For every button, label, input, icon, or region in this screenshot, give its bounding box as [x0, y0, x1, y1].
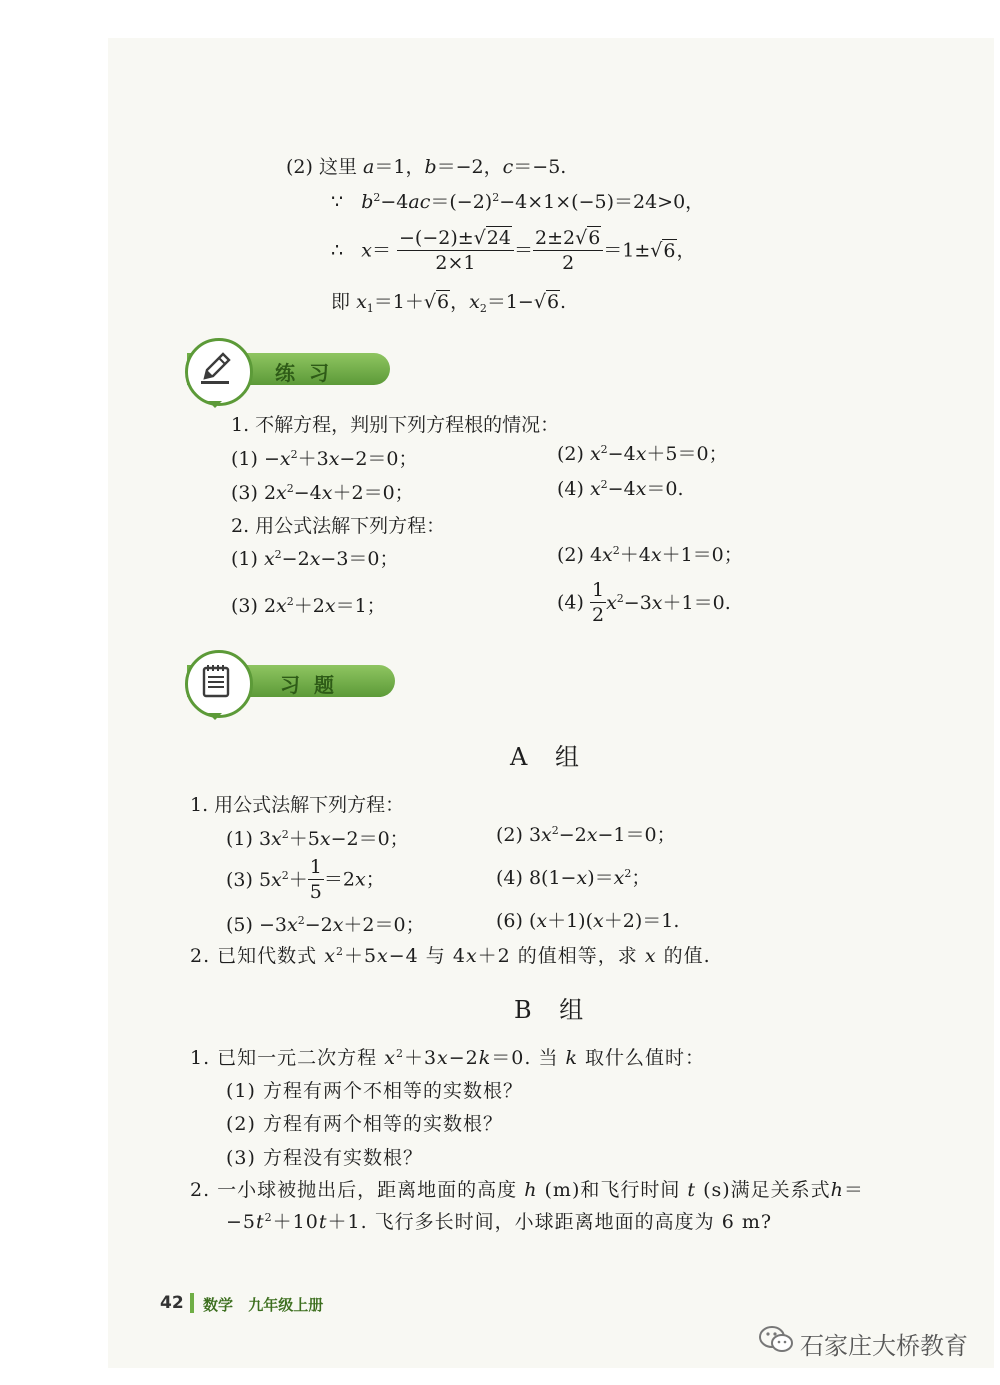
practice-q2-item-2: (2) $4x^2+4x+1=0$；	[557, 544, 743, 566]
footer-subject: 数学	[203, 1296, 234, 1314]
footer-divider	[190, 1293, 194, 1313]
a1-item-6: (6) (x＋1)(x＋2)＝1.	[496, 910, 680, 932]
a1-item-5: $(5) -3x^2-2x+2=0$；	[226, 914, 425, 936]
formula-fraction-2: $\frac{2\pm 2√6}{2}$	[533, 226, 603, 275]
example-given-line: (2) 这里 a＝1，b＝−2，c＝−5.	[286, 156, 567, 178]
example-discriminant-line: ∵ $b^2-4ac=(-2)^2-4\times 1\times(-5)=24>0$，	[331, 191, 705, 213]
b2-question-line-2: $-5t^2+10t+1$. 飞行多长时间，小球距离地面的高度为 6 m?	[226, 1211, 773, 1233]
footer-book: 九年级上册	[248, 1296, 324, 1314]
watermark-text: 石家庄大桥教育	[800, 1332, 968, 1360]
a2-question: 2. 已知代数式 $x^2+5x-4$ 与 4x＋2 的值相等，求 x 的值.	[190, 945, 711, 967]
practice-q2-item-3: (3) $2x^2+2x=1$；	[231, 595, 386, 617]
example-roots-line: 即 $x_1=1+√6$，$x_2=1-√6$.	[331, 291, 567, 315]
formula-fraction-1: $\frac{-(-2)\pm√24}{2\times 1}$	[397, 226, 514, 275]
practice-q1-title: 1. 不解方程，判别下列方程根的情况：	[231, 414, 560, 436]
exercises-banner	[165, 660, 395, 702]
practice-q1-item-2: (2) $x^2-4x+5=0$；	[557, 443, 728, 465]
notebook-icon	[185, 650, 253, 718]
practice-banner	[165, 348, 390, 390]
group-b-title: B 组	[514, 996, 594, 1024]
a1-item-2: (2) $3x^2-2x-1=0$；	[496, 824, 676, 846]
practice-q2-item-4: (4) $\frac{1}{2}$ $x^2-3x+1=0$.	[557, 579, 731, 626]
a1-item-3: (3) $5x^2+$ $\frac{1}{5}$ ＝2x；	[226, 856, 385, 903]
practice-q1-item-3: (3) $2x^2-4x+2=0$；	[231, 482, 414, 504]
pencil-icon	[185, 338, 253, 406]
b1-item-1: (1) 方程有两个不相等的实数根？	[226, 1080, 523, 1102]
practice-q2-item-1: (1) $x^2-2x-3=0$；	[231, 548, 399, 570]
b1-item-3: (3) 方程没有实数根？	[226, 1147, 423, 1169]
a1-item-1: (1) $3x^2+5x-2=0$；	[226, 828, 409, 850]
group-a-title: A 组	[510, 743, 589, 771]
footer-book-title	[203, 1294, 323, 1315]
a1-title: 1. 用公式法解下列方程：	[190, 794, 405, 816]
b1-item-2: (2) 方程有两个相等的实数根？	[226, 1113, 503, 1135]
practice-q1-item-4: (4) $x^2-4x=0$.	[557, 478, 684, 500]
practice-banner-label: 练习	[275, 361, 343, 385]
example-formula-line: ∴ x＝ $\frac{-(-2)\pm√24}{2\times 1}$ ＝ $\frac{2\pm 2√6}{2}$ ＝1±√6，	[331, 227, 696, 274]
page-number: 42	[160, 1293, 184, 1313]
a1-item-4: (4) $8(1-x)=x^2$；	[496, 867, 651, 889]
exercises-banner-label: 习题	[280, 673, 348, 697]
wechat-icon	[758, 1324, 794, 1356]
practice-q2-title: 2. 用公式法解下列方程：	[231, 515, 446, 537]
b1-title: 1. 已知一元二次方程 $x^2+3x-2k=0$. 当 k 取什么值时：	[190, 1047, 706, 1069]
b2-question-line-1: 2. 一小球被抛出后，距离地面的高度 h (m)和飞行时间 t (s)满足关系式h＝	[190, 1179, 864, 1201]
practice-q1-item-1: $(1) -x^2+3x-2=0$；	[231, 448, 418, 470]
